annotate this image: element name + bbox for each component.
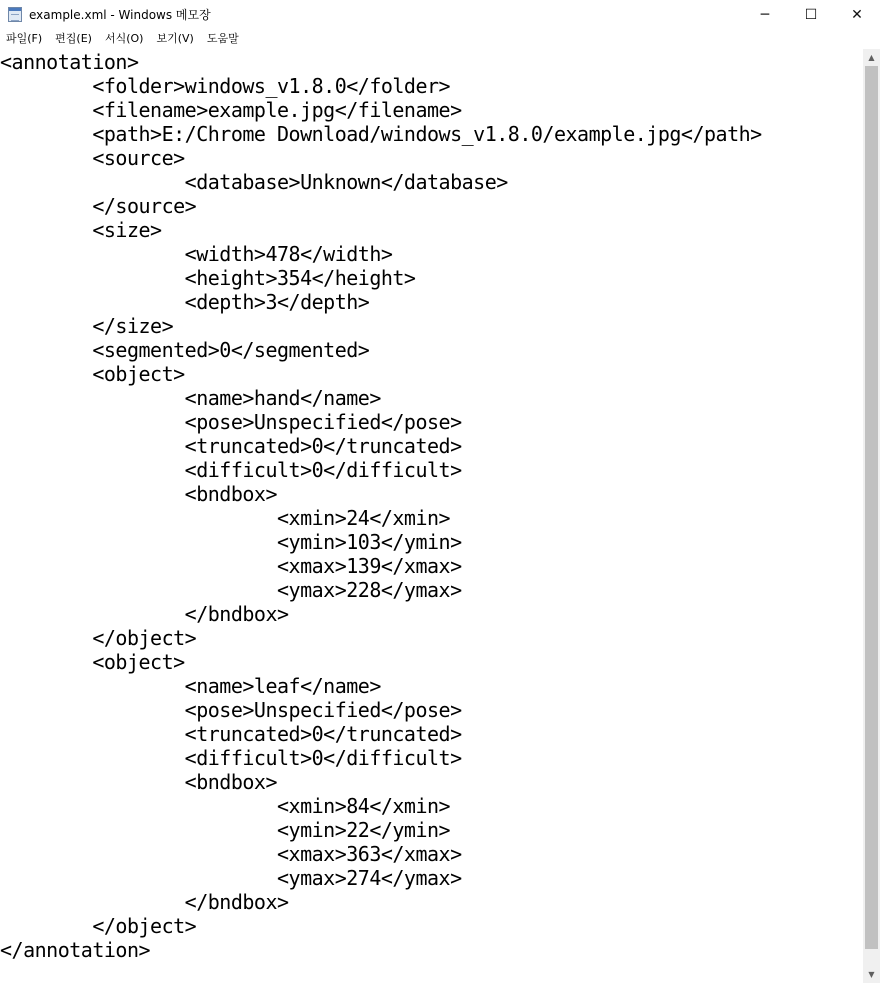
text-line: <database>Unknown</database> [0, 170, 508, 194]
text-line: <name>hand</name> [0, 386, 381, 410]
text-line: <ymax>228</ymax> [0, 578, 462, 602]
text-line: <pose>Unspecified</pose> [0, 698, 462, 722]
text-line: <truncated>0</truncated> [0, 722, 462, 746]
text-line: </bndbox> [0, 602, 289, 626]
menu-bar [0, 29, 880, 49]
text-line: <height>354</height> [0, 266, 416, 290]
scroll-down-arrow-icon[interactable]: ▼ [868, 970, 875, 979]
scrollbar-thumb[interactable] [865, 66, 878, 949]
text-line: <xmax>363</xmax> [0, 842, 462, 866]
text-line: <bndbox> [0, 482, 277, 506]
menu-format[interactable]: 서식(O) [104, 32, 144, 45]
menu-edit[interactable]: 편집(E) [55, 32, 92, 45]
text-line: <object> [0, 362, 185, 386]
document-content[interactable] [0, 49, 863, 962]
text-line: <bndbox> [0, 770, 277, 794]
text-line: <pose>Unspecified</pose> [0, 410, 462, 434]
window-controls [742, 0, 880, 29]
vertical-scrollbar[interactable] [863, 49, 880, 983]
title-bar[interactable] [0, 0, 880, 29]
text-line: <size> [0, 218, 162, 242]
notepad-icon [8, 7, 22, 22]
text-line: <xmin>84</xmin> [0, 794, 451, 818]
text-line: <source> [0, 146, 185, 170]
text-line: </bndbox> [0, 890, 289, 914]
text-line: <object> [0, 650, 185, 674]
text-line: <xmax>139</xmax> [0, 554, 462, 578]
menu-help[interactable]: 도움말 [206, 32, 239, 45]
minimize-button[interactable]: ─ [760, 6, 770, 23]
text-line: <folder>windows_v1.8.0</folder> [0, 74, 451, 98]
text-line: <depth>3</depth> [0, 290, 370, 314]
text-line: <ymin>22</ymin> [0, 818, 451, 842]
text-line: </object> [0, 914, 197, 938]
menu-view[interactable]: 보기(V) [156, 32, 194, 45]
text-line: <annotation> [0, 50, 139, 74]
text-line: <filename>example.jpg</filename> [0, 98, 462, 122]
text-line: <difficult>0</difficult> [0, 458, 462, 482]
maximize-button[interactable]: ☐ [804, 6, 818, 23]
scroll-up-arrow-icon[interactable]: ▲ [868, 53, 875, 62]
text-line: <segmented>0</segmented> [0, 338, 370, 362]
close-button[interactable]: ✕ [851, 6, 863, 23]
text-line: </object> [0, 626, 197, 650]
text-line: <truncated>0</truncated> [0, 434, 462, 458]
text-line: <ymin>103</ymin> [0, 530, 462, 554]
text-line: <difficult>0</difficult> [0, 746, 462, 770]
menu-file[interactable]: 파일(F) [6, 32, 43, 45]
text-line: </source> [0, 194, 197, 218]
text-line: </annotation> [0, 938, 151, 962]
text-line: </size> [0, 314, 174, 338]
text-line: <xmin>24</xmin> [0, 506, 451, 530]
window-title: example.xml - Windows 메모장 [29, 8, 211, 22]
text-line: <path>E:/Chrome Download/windows_v1.8.0/example.jpg</path> [0, 122, 762, 146]
text-line: <name>leaf</name> [0, 674, 381, 698]
text-editor[interactable] [0, 49, 863, 983]
text-line: <width>478</width> [0, 242, 393, 266]
text-line: <ymax>274</ymax> [0, 866, 462, 890]
